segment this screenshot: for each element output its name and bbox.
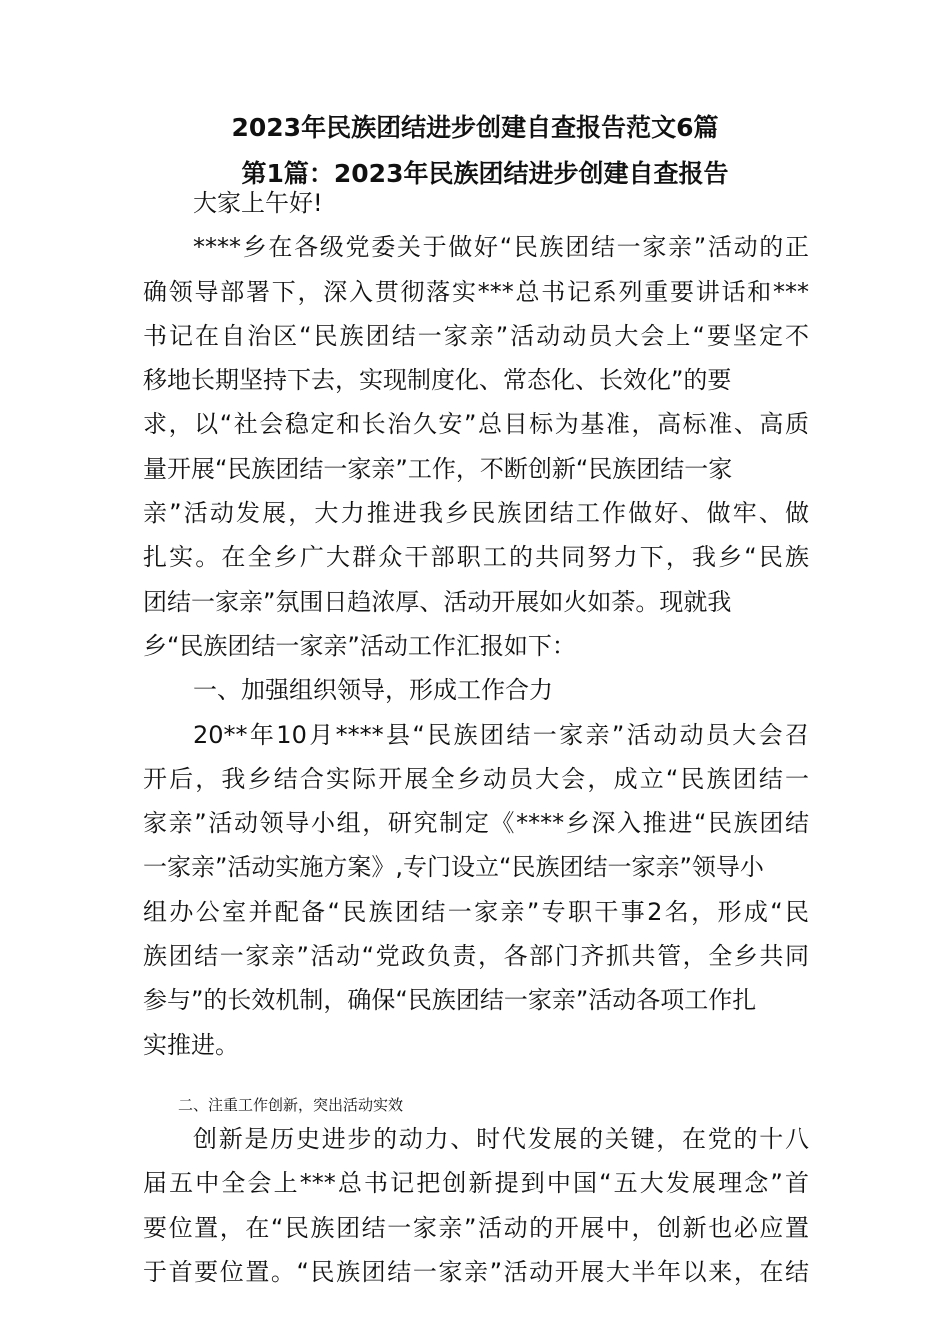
paragraph-line: 20**年10月****县“民族团结一家亲”活动动员大会召 (193, 720, 809, 749)
paragraph-line: 开后，我乡结合实际开展全乡动员大会，成立“民族团结一 (143, 764, 809, 793)
paragraph-line: 移地长期坚持下去，实现制度化、常态化、长效化”的要 (143, 366, 732, 395)
greeting: 大家上午好! (193, 189, 323, 217)
section-heading-1: 一、加强组织领导，形成工作合力 (193, 676, 553, 705)
document-subtitle: 第1篇：2023年民族团结进步创建自查报告 (241, 159, 729, 188)
paragraph-line: 于首要位置。“民族团结一家亲”活动开展大半年以来，在结 (143, 1257, 809, 1286)
paragraph-line: 族团结一家亲”活动“党政负责，各部门齐抓共管，全乡共同 (143, 942, 809, 971)
paragraph-line: 扎实。在全乡广大群众干部职工的共同努力下，我乡“民族 (143, 543, 809, 572)
paragraph-line: 创新是历史进步的动力、时代发展的关键，在党的十八 (193, 1125, 809, 1153)
section-heading-2: 二、注重工作创新，突出活动实效 (178, 1096, 404, 1114)
paragraph-line: 确领导部署下，深入贯彻落实***总书记系列重要讲话和*** (143, 277, 809, 306)
paragraph-line: 届五中全会上***总书记把创新提到中国“五大发展理念”首 (143, 1169, 809, 1198)
paragraph-line: 组办公室并配备“民族团结一家亲”专职干事2名，形成“民 (143, 897, 809, 926)
paragraph-line: 量开展“民族团结一家亲”工作，不断创新“民族团结一家 (143, 454, 733, 483)
paragraph-line: 实推进。 (143, 1030, 239, 1059)
paragraph-line: 亲”活动发展，大力推进我乡民族团结工作做好、做牢、做 (143, 499, 809, 528)
body-block-2 (143, 1117, 809, 1294)
paragraph-line: 一家亲”活动实施方案》,专门设立“民族团结一家亲”领导小 (143, 853, 764, 882)
body-block-1 (143, 181, 809, 1067)
paragraph-line: 求，以“社会稳定和长治久安”总目标为基准，高标准、高质 (143, 410, 809, 439)
paragraph-line: 书记在自治区“民族团结一家亲”活动动员大会上“要坚定不 (143, 321, 809, 350)
paragraph-line: 乡“民族团结一家亲”活动工作汇报如下： (143, 631, 576, 660)
document-title: 2023年民族团结进步创建自查报告范文6篇 (231, 113, 719, 142)
paragraph-line: 团结一家亲”氛围日趋浓厚、活动开展如火如荼。现就我 (143, 587, 732, 616)
paragraph-line: 要位置，在“民族团结一家亲”活动的开展中，创新也必应置 (143, 1213, 809, 1242)
paragraph-line: ****乡在各级党委关于做好“民族团结一家亲”活动的正 (193, 233, 809, 262)
paragraph-line: 参与”的长效机制，确保“民族团结一家亲”活动各项工作扎 (143, 986, 757, 1015)
paragraph-line: 家亲”活动领导小组，研究制定《****乡深入推进“民族团结 (143, 809, 809, 838)
